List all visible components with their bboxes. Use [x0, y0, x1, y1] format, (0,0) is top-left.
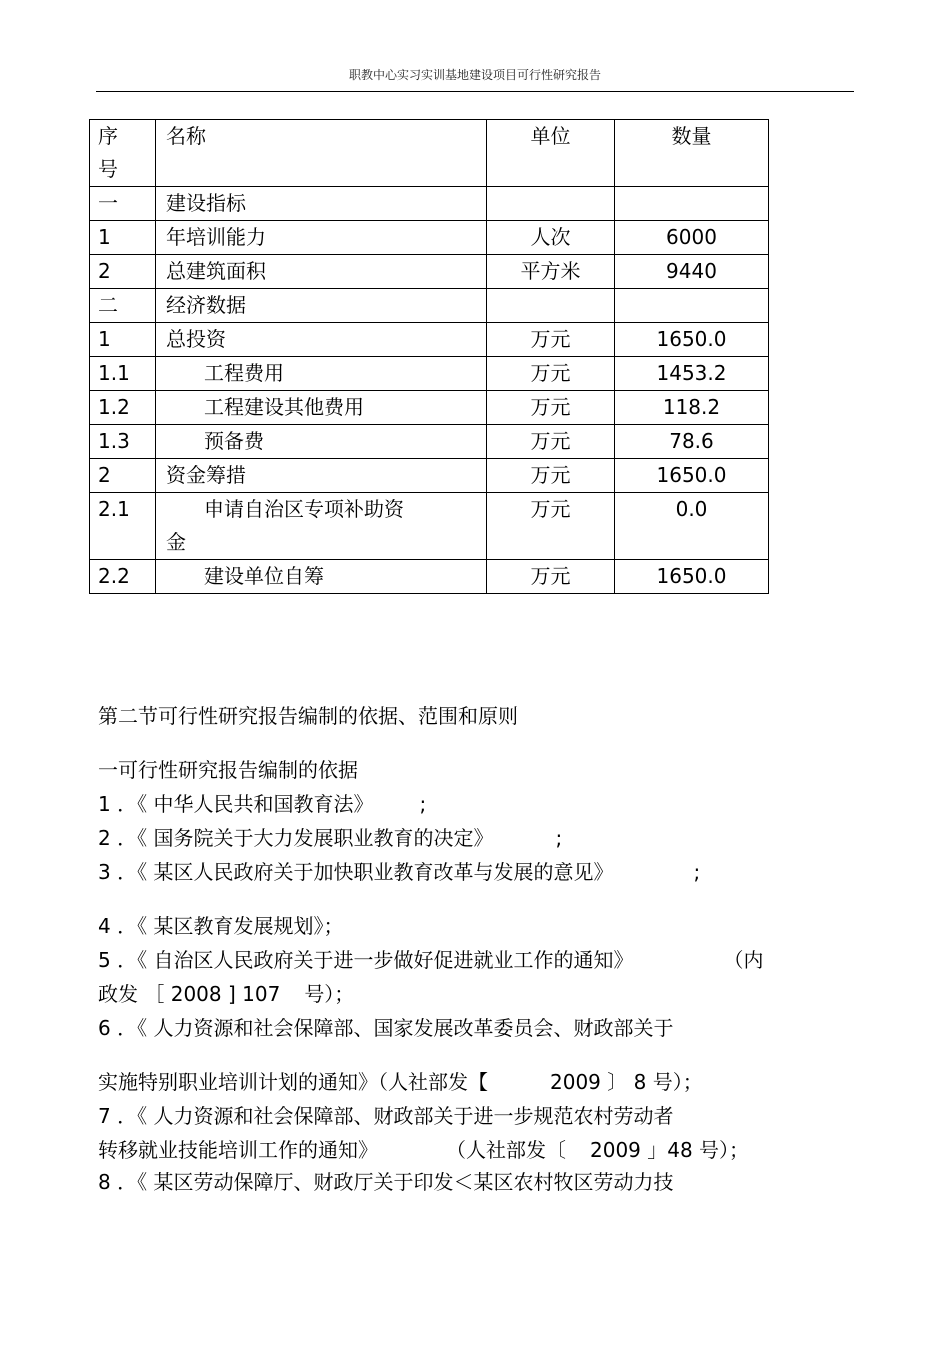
cell-no: 2.2 — [90, 560, 156, 594]
cell-no: 2.1 — [90, 493, 156, 560]
header-cell-no — [90, 120, 156, 187]
cell-qty: 6000 — [615, 221, 769, 255]
header-no-line1: 序 — [98, 124, 118, 148]
cell-qty: 118.2 — [615, 391, 769, 425]
cell-name: 经济数据 — [156, 289, 487, 323]
cell-name: 总投资 — [156, 323, 487, 357]
list-item-continuation — [98, 1134, 749, 1166]
cell-unit: 平方米 — [487, 255, 615, 289]
cell-no: 2 — [90, 255, 156, 289]
item-text: 转移就业技能培训工作的通知》 — [98, 1138, 378, 1162]
item-text: 2009 」48 号）； — [590, 1138, 750, 1162]
table-row — [90, 425, 769, 459]
list-item — [98, 822, 562, 854]
cell-qty: 78.6 — [615, 425, 769, 459]
cell-name: 年培训能力 — [156, 221, 487, 255]
list-item — [98, 944, 763, 976]
section-subtitle: 一可行性研究报告编制的依据 — [98, 758, 358, 782]
cell-name-text: 工程费用 — [204, 361, 284, 385]
cell-no: 1.3 — [90, 425, 156, 459]
cell-qty: 1650.0 — [615, 323, 769, 357]
table-row — [90, 255, 769, 289]
item-tail: ; — [419, 792, 427, 816]
table-header-row — [90, 120, 769, 187]
cell-unit — [487, 187, 615, 221]
header-cell-unit: 单位 — [487, 120, 615, 187]
cell-unit: 万元 — [487, 459, 615, 493]
list-item-continuation — [98, 978, 354, 1010]
item-number: 2 ．《 — [98, 826, 148, 850]
cell-name: 建设指标 — [156, 187, 487, 221]
cell-name: 资金筹措 — [156, 459, 487, 493]
cell-name — [156, 493, 487, 560]
item-text: （人社部发〔 — [446, 1138, 566, 1162]
header-cell-qty: 数量 — [615, 120, 769, 187]
cell-no: 1.1 — [90, 357, 156, 391]
item-number: 5 ．《 — [98, 948, 148, 972]
item-text: 号）； — [304, 982, 355, 1006]
item-tail: ; — [693, 860, 701, 884]
list-item — [98, 1166, 673, 1198]
project-spec-table — [89, 119, 769, 594]
cell-no: 1 — [90, 323, 156, 357]
cell-unit — [487, 289, 615, 323]
item-tail: （内 — [723, 948, 764, 972]
cell-unit: 万元 — [487, 425, 615, 459]
item-text: 自治区人民政府关于进一步做好促进就业工作的通知》 — [153, 948, 634, 972]
list-item — [98, 788, 426, 820]
table-row — [90, 493, 769, 560]
table-row — [90, 221, 769, 255]
header-no-line2: 号 — [98, 157, 118, 181]
list-item — [98, 1100, 673, 1132]
cell-unit: 万元 — [487, 391, 615, 425]
section-title: 第二节可行性研究报告编制的依据、范围和原则 — [98, 704, 518, 728]
header-cell-name: 名称 — [156, 120, 487, 187]
cell-qty: 1650.0 — [615, 459, 769, 493]
cell-no: 1 — [90, 221, 156, 255]
list-item — [98, 1012, 673, 1044]
cell-name-line1 — [166, 493, 486, 526]
cell-unit: 万元 — [487, 560, 615, 594]
list-item — [98, 910, 343, 942]
item-text: 某区劳动保障厅、财政厅关于印发＜某区农村牧区劳动力技 — [153, 1170, 674, 1194]
cell-name-text: 建设单位自筹 — [204, 564, 324, 588]
item-number: 6 ．《 — [98, 1016, 148, 1040]
table-row — [90, 560, 769, 594]
cell-no: 2 — [90, 459, 156, 493]
item-text: 中华人民共和国教育法》 — [153, 792, 374, 816]
cell-name — [156, 560, 487, 594]
item-text: 政发 ［ 2008 ] 107 — [98, 982, 281, 1006]
cell-no: 一 — [90, 187, 156, 221]
page-header: 职教中心实习实训基地建设项目可行性研究报告 — [348, 68, 601, 82]
cell-name-line2: 金 — [166, 530, 186, 554]
cell-no: 二 — [90, 289, 156, 323]
item-text: 某区教育发展规划》； — [153, 914, 344, 938]
cell-name — [156, 357, 487, 391]
item-tail: ; — [555, 826, 563, 850]
cell-qty: 1453.2 — [615, 357, 769, 391]
item-number: 3 ．《 — [98, 860, 148, 884]
list-item-continuation — [98, 1066, 703, 1098]
item-number: 4 ．《 — [98, 914, 148, 938]
cell-name-text: 预备费 — [204, 429, 264, 453]
table-row — [90, 187, 769, 221]
item-number: 1 ．《 — [98, 792, 148, 816]
table-row — [90, 323, 769, 357]
cell-qty — [615, 187, 769, 221]
item-text: 实施特别职业培训计划的通知》（人社部发【 — [98, 1070, 488, 1094]
cell-unit: 万元 — [487, 493, 615, 560]
item-number: 7 ．《 — [98, 1104, 148, 1128]
item-text: 人力资源和社会保障部、财政部关于进一步规范农村劳动者 — [153, 1104, 674, 1128]
table-row — [90, 357, 769, 391]
cell-unit: 万元 — [487, 357, 615, 391]
cell-unit: 万元 — [487, 323, 615, 357]
cell-qty — [615, 289, 769, 323]
item-text: 某区人民政府关于加快职业教育改革与发展的意见》 — [153, 860, 614, 884]
cell-name: 总建筑面积 — [156, 255, 487, 289]
cell-name — [156, 391, 487, 425]
item-text: 人力资源和社会保障部、国家发展改革委员会、财政部关于 — [153, 1016, 674, 1040]
cell-qty: 0.0 — [615, 493, 769, 560]
cell-name-text: 申请自治区专项补助资 — [204, 497, 404, 521]
item-text: 2009 〕 8 号）； — [550, 1070, 703, 1094]
table-row — [90, 459, 769, 493]
cell-no: 1.2 — [90, 391, 156, 425]
header-divider — [96, 91, 854, 92]
cell-qty: 9440 — [615, 255, 769, 289]
cell-qty: 1650.0 — [615, 560, 769, 594]
table-row — [90, 289, 769, 323]
table-row — [90, 391, 769, 425]
cell-name-text: 工程建设其他费用 — [204, 395, 364, 419]
item-number: 8 ．《 — [98, 1170, 148, 1194]
item-text: 国务院关于大力发展职业教育的决定》 — [153, 826, 494, 850]
cell-unit: 人次 — [487, 221, 615, 255]
list-item — [98, 856, 700, 888]
cell-name — [156, 425, 487, 459]
